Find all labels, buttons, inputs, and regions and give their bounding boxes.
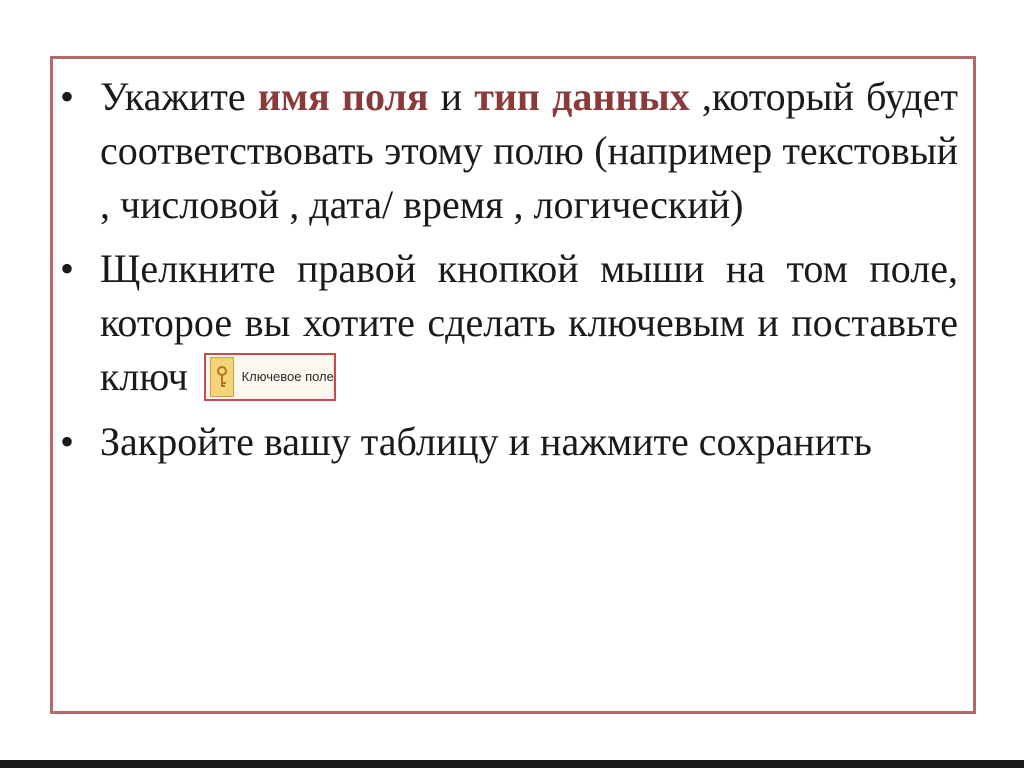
bullet-marker: • bbox=[60, 74, 75, 119]
bullet-text: и bbox=[428, 74, 475, 119]
bullet-text: ,который будет соответствовать этому полю (например текстовый , числовой , дата/ время , логический) bbox=[100, 74, 958, 227]
bullet-marker: • bbox=[60, 246, 75, 291]
bullet-item-field-name bbox=[60, 70, 958, 232]
highlight-field-name: имя поля bbox=[257, 74, 429, 119]
key-field-button[interactable] bbox=[204, 353, 336, 401]
key-field-label: Ключевое поле bbox=[241, 368, 334, 384]
bullet-text: Щелкните правой кнопкой мыши на том поле, которое вы хотите сделать ключевым и поставьте ключ bbox=[100, 246, 958, 399]
bullet-list bbox=[60, 70, 958, 479]
bullet-text: Укажите bbox=[100, 74, 258, 119]
key-icon bbox=[210, 357, 234, 397]
bullet-text: Закройте вашу таблицу и нажмите сохранить bbox=[100, 418, 872, 464]
bullet-marker: • bbox=[60, 418, 75, 464]
highlight-data-type: тип данных bbox=[474, 74, 690, 119]
bottom-border bbox=[0, 760, 1024, 768]
bullet-item-save bbox=[60, 415, 958, 469]
bullet-item-key-field bbox=[60, 242, 958, 405]
